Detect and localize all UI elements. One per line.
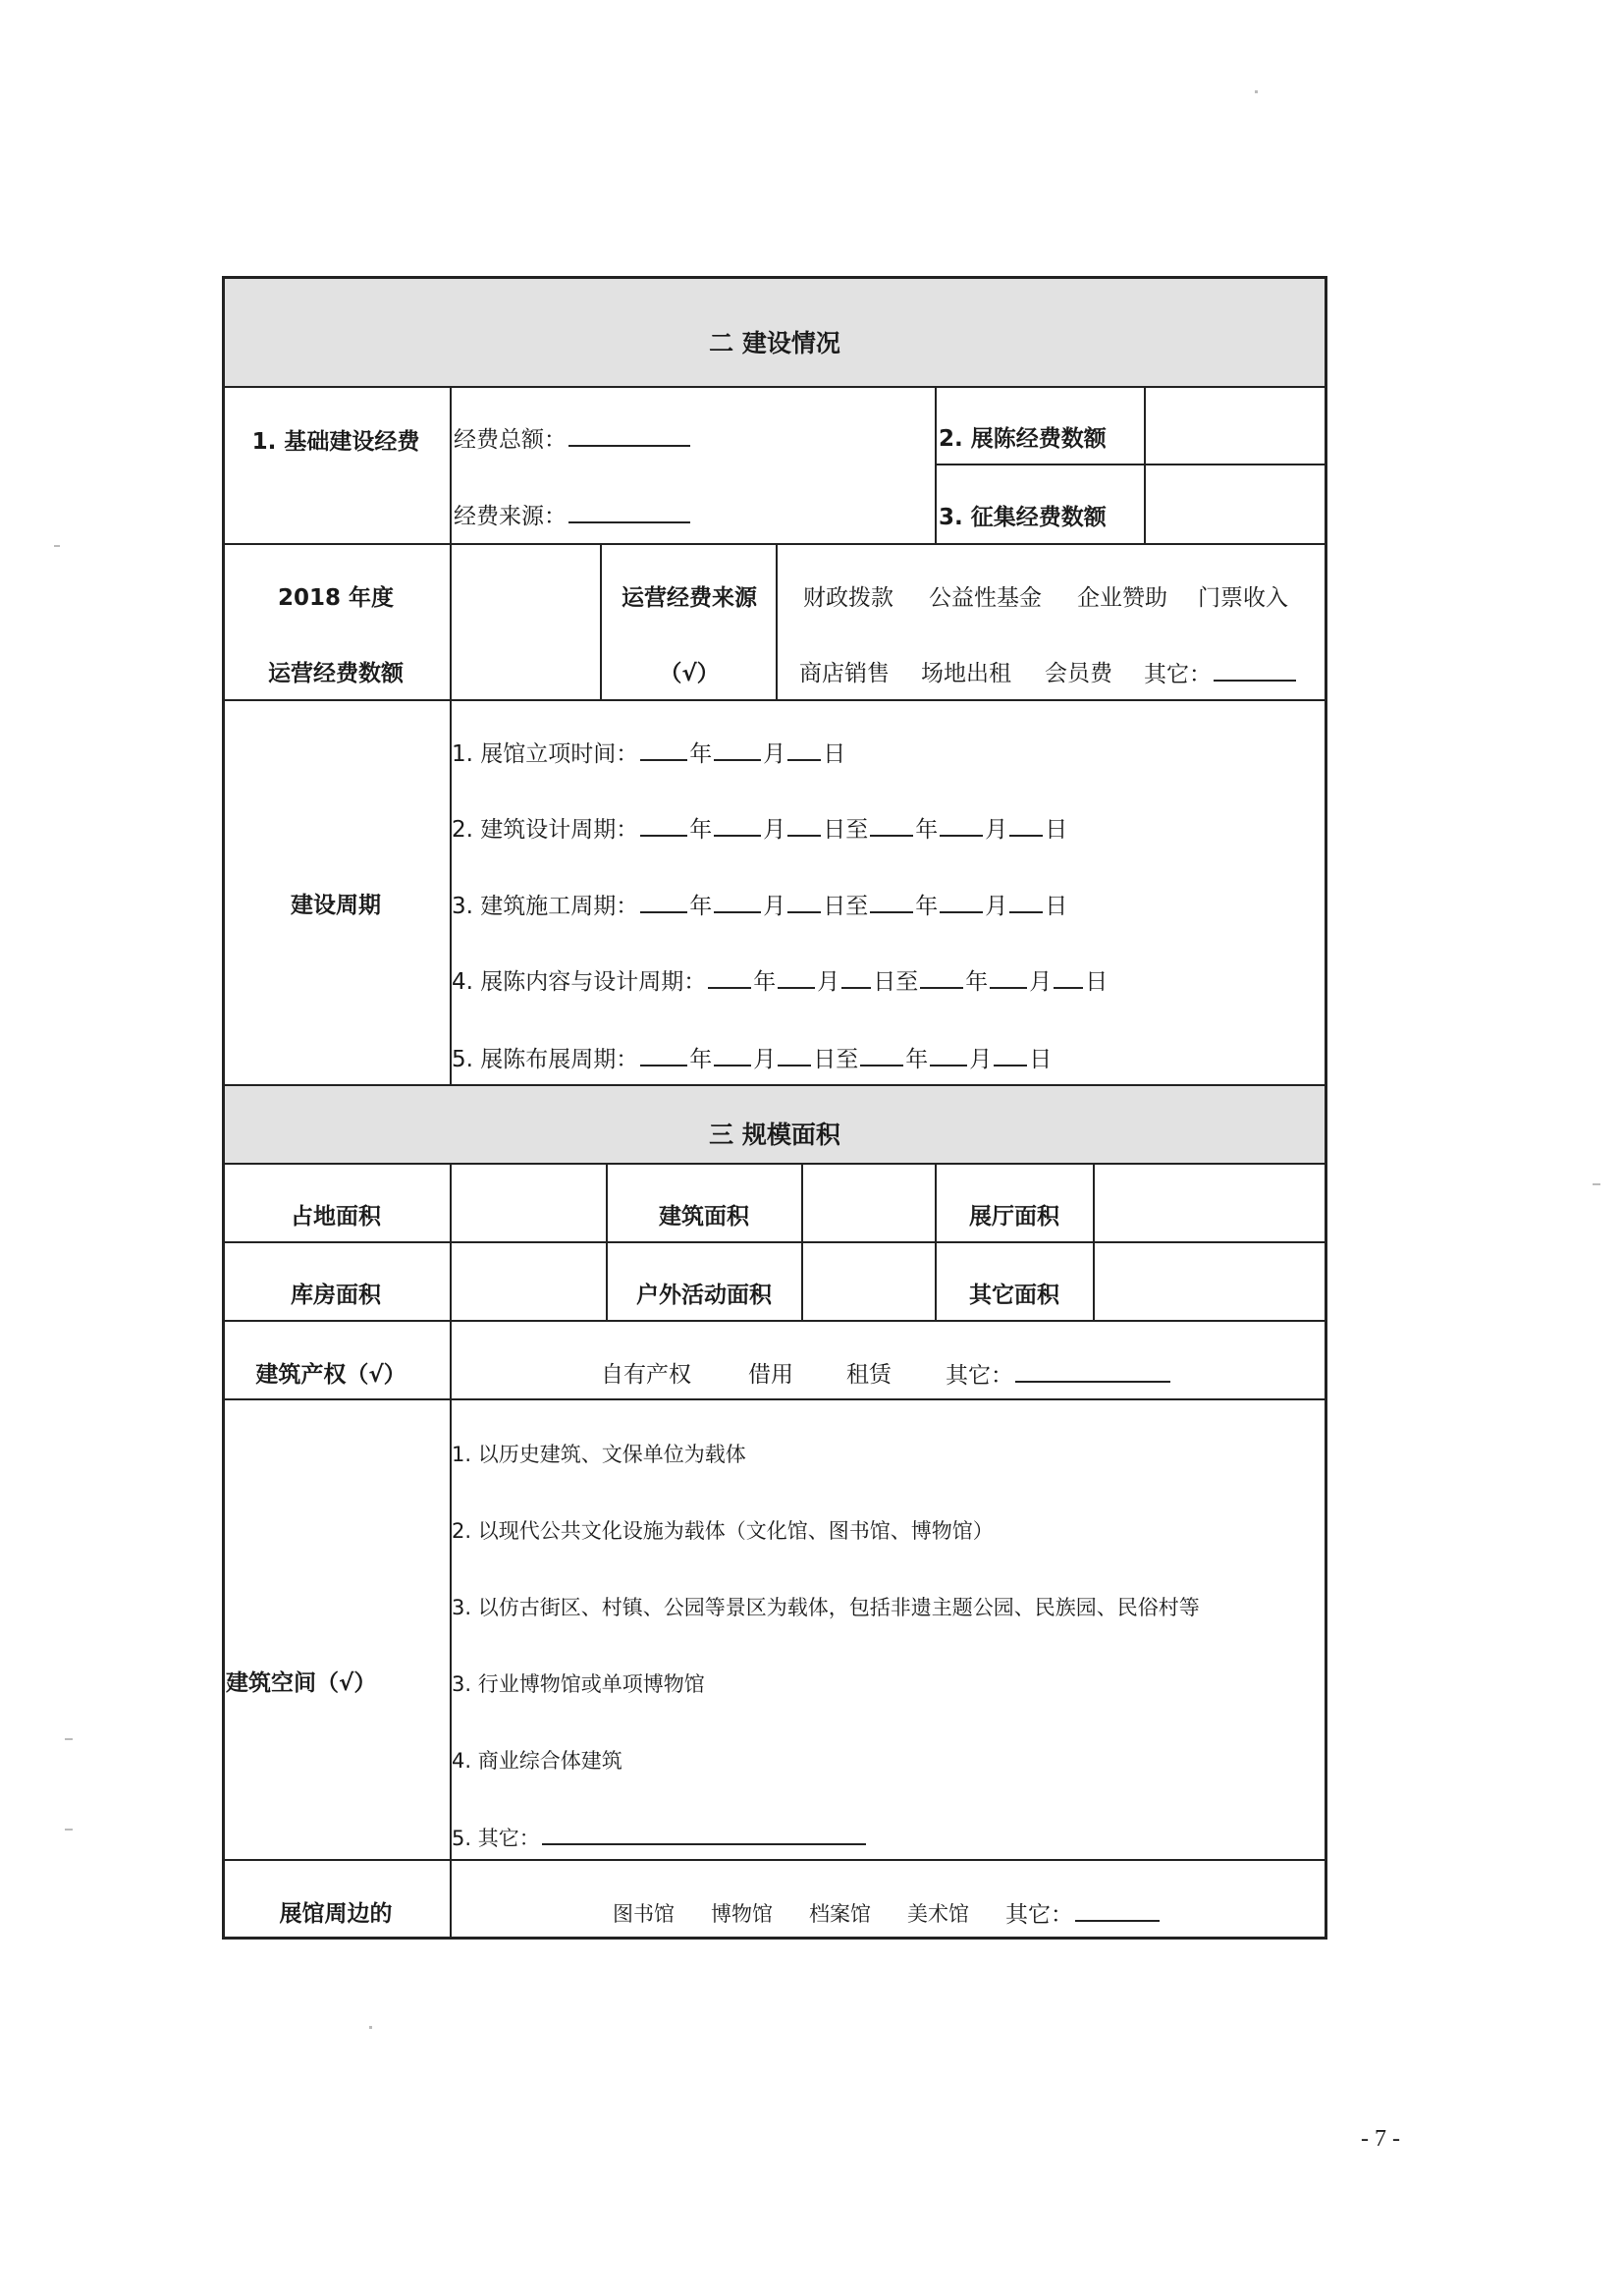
space-label: 建筑空间（√） — [226, 1670, 377, 1696]
exhibit-fund-label: 2. 展陈经费数额 — [939, 426, 1107, 452]
day-to-label: 日至 — [813, 1047, 859, 1072]
cycle-item-construction[interactable] — [452, 892, 1067, 920]
option-other-label: 其它： — [1144, 662, 1212, 687]
month-label: 月 — [985, 817, 1008, 843]
property-own[interactable]: 自有产权 — [601, 1362, 691, 1388]
scan-speck — [54, 545, 60, 547]
option-shop[interactable]: 商店销售 — [799, 661, 890, 686]
option-rental[interactable]: 场地出租 — [921, 661, 1011, 686]
operating-year-label: 2018 年度 — [277, 585, 395, 611]
section3-title: 三 规模面积 — [709, 1121, 840, 1149]
space-option-commercial[interactable]: 4. 商业综合体建筑 — [452, 1749, 622, 1773]
day-label: 日 — [1045, 817, 1068, 843]
other-area-input[interactable] — [1095, 1243, 1325, 1320]
option-ticket[interactable]: 门票收入 — [1198, 585, 1288, 611]
building-area-label: 建筑面积 — [659, 1204, 749, 1230]
scan-speck — [1593, 1183, 1600, 1185]
operating-check-label: （√） — [659, 661, 720, 686]
surround-archive[interactable]: 档案馆 — [809, 1902, 871, 1926]
cycle-item-label: 5. 展陈布展周期： — [452, 1047, 639, 1072]
surroundings-label: 展馆周边的 — [279, 1901, 393, 1927]
scan-speck — [369, 2026, 372, 2029]
option-public-fund[interactable]: 公益性基金 — [929, 585, 1042, 611]
scan-speck — [65, 1829, 73, 1831]
cycle-item-label: 4. 展陈内容与设计周期： — [452, 969, 707, 995]
cycle-item-installation[interactable] — [452, 1045, 1052, 1073]
operating-amount-label: 运营经费数额 — [268, 661, 404, 686]
scan-speck — [65, 1738, 73, 1740]
year-label: 年 — [915, 894, 939, 919]
scan-speck — [1255, 90, 1258, 93]
hall-area-input[interactable] — [1095, 1165, 1325, 1241]
day-label: 日 — [1045, 894, 1068, 919]
other-area-label: 其它面积 — [969, 1283, 1059, 1308]
surround-other-label: 其它： — [1005, 1902, 1073, 1928]
day-to-label: 日至 — [823, 817, 869, 843]
cycle-item-label: 3. 建筑施工周期： — [452, 894, 639, 919]
property-other-label: 其它： — [946, 1363, 1013, 1389]
collection-fund-label: 3. 征集经费数额 — [939, 505, 1107, 530]
fund-source-field[interactable] — [454, 502, 692, 530]
month-label: 月 — [969, 1047, 993, 1072]
month-label: 月 — [817, 969, 840, 995]
month-label: 月 — [763, 894, 786, 919]
land-area-label: 占地面积 — [291, 1204, 381, 1230]
infrastructure-label: 1. 基础建设经费 — [251, 429, 420, 455]
storage-area-input[interactable] — [452, 1243, 606, 1320]
month-label: 月 — [1029, 969, 1053, 995]
surround-museum[interactable]: 博物馆 — [711, 1902, 773, 1926]
month-label: 月 — [763, 817, 786, 843]
option-other[interactable] — [1144, 660, 1298, 688]
year-label: 年 — [689, 1047, 713, 1072]
year-label: 年 — [689, 894, 713, 919]
property-borrowed[interactable]: 借用 — [748, 1362, 793, 1388]
option-fiscal[interactable]: 财政拨款 — [803, 585, 893, 611]
property-label: 建筑产权（√） — [255, 1362, 406, 1388]
space-option-public-facility[interactable]: 2. 以现代公共文化设施为载体（文化馆、图书馆、博物馆） — [452, 1519, 994, 1543]
cycle-item-design[interactable] — [452, 815, 1067, 844]
operating-source-label: 运营经费来源 — [622, 585, 757, 611]
collection-fund-input[interactable] — [1146, 465, 1325, 543]
cycle-label: 建设周期 — [291, 893, 381, 918]
surround-other[interactable] — [1005, 1900, 1162, 1929]
building-area-input[interactable] — [803, 1165, 935, 1241]
exhibit-fund-input[interactable] — [1146, 388, 1325, 464]
day-label: 日 — [823, 741, 846, 767]
page-number: - 7 - — [1361, 2126, 1400, 2152]
cycle-item-approval[interactable] — [452, 739, 845, 768]
option-sponsorship[interactable]: 企业赞助 — [1077, 585, 1167, 611]
cycle-item-label: 1. 展馆立项时间： — [452, 741, 639, 767]
space-option-industry[interactable]: 3. 行业博物馆或单项博物馆 — [452, 1672, 705, 1696]
hall-area-label: 展厅面积 — [969, 1204, 1059, 1230]
surround-library[interactable]: 图书馆 — [613, 1902, 675, 1926]
storage-area-label: 库房面积 — [291, 1283, 381, 1308]
year-label: 年 — [905, 1047, 929, 1072]
month-label: 月 — [763, 741, 786, 767]
year-label: 年 — [689, 817, 713, 843]
option-membership[interactable]: 会员费 — [1045, 661, 1112, 686]
property-other[interactable] — [946, 1361, 1172, 1390]
section2-title: 二 建设情况 — [709, 329, 840, 357]
outdoor-area-label: 户外活动面积 — [636, 1283, 772, 1308]
space-option-scenic[interactable]: 3. 以仿古街区、村镇、公园等景区为载体，包括非遗主题公园、民族园、民俗村等 — [452, 1596, 1200, 1619]
month-label: 月 — [753, 1047, 777, 1072]
land-area-input[interactable] — [452, 1165, 606, 1241]
property-lease[interactable]: 租赁 — [846, 1362, 892, 1388]
total-amount-label: 经费总额： — [454, 427, 567, 453]
space-option-historic[interactable]: 1. 以历史建筑、文保单位为载体 — [452, 1443, 746, 1466]
total-amount-field[interactable] — [454, 425, 692, 454]
year-label: 年 — [915, 817, 939, 843]
year-label: 年 — [753, 969, 777, 995]
day-to-label: 日至 — [823, 894, 869, 919]
fund-source-label: 经费来源： — [454, 504, 567, 529]
month-label: 月 — [985, 894, 1008, 919]
year-label: 年 — [965, 969, 989, 995]
cycle-item-exhibit-design[interactable] — [452, 967, 1108, 996]
day-label: 日 — [1085, 969, 1109, 995]
surround-art-museum[interactable]: 美术馆 — [907, 1902, 969, 1926]
operating-amount-input[interactable] — [452, 545, 600, 699]
space-option-other[interactable] — [452, 1824, 868, 1852]
day-label: 日 — [1029, 1047, 1053, 1072]
day-to-label: 日至 — [873, 969, 919, 995]
cycle-item-label: 2. 建筑设计周期： — [452, 817, 639, 843]
year-label: 年 — [689, 741, 713, 767]
outdoor-area-input[interactable] — [803, 1243, 935, 1320]
space-other-label: 5. 其它： — [452, 1827, 540, 1850]
